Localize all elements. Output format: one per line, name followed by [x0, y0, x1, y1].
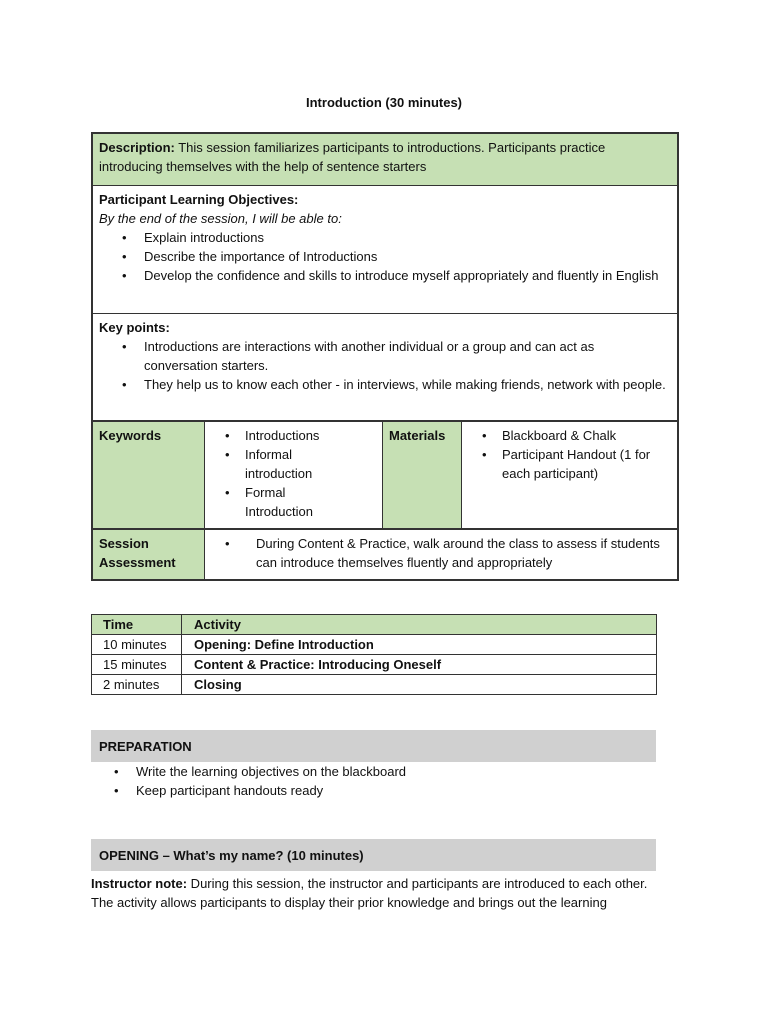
materials-label: Materials: [382, 422, 461, 528]
objective-item: • Describe the importance of Introductions: [99, 247, 671, 266]
table-row: [92, 635, 657, 655]
time-cell: 10 minutes: [92, 635, 182, 655]
header-time: Time: [92, 615, 182, 635]
instructor-note-text: During this session, the instructor and participants are introduced to each other. The activity allows participants to display their prior knowledge and brings out the learning: [91, 876, 648, 910]
description-row: [93, 134, 677, 185]
description-text: This session familiarizes participants to introductions. Participants practice introducing themselves with the help of sentence starters: [99, 140, 606, 174]
time-cell: 15 minutes: [92, 655, 182, 675]
instructor-note-label: Instructor note:: [91, 876, 188, 891]
schedule-header: [92, 615, 657, 635]
table-row: [92, 655, 657, 675]
key-point-item: • Introductions are interactions with another individual or a group and can act as conversation starters.: [99, 337, 671, 375]
keyword-item: • Informal introduction: [211, 445, 331, 483]
activity-cell: Opening: Define Introduction: [182, 635, 657, 655]
key-points-label: Key points:: [99, 320, 170, 335]
material-item: • Blackboard & Chalk: [468, 426, 671, 445]
instructor-note: [91, 874, 671, 912]
activity-cell: Closing: [182, 675, 657, 695]
keywords-list: [204, 422, 382, 528]
header-activity: Activity: [182, 615, 657, 635]
objectives-label: Participant Learning Objectives:: [99, 192, 299, 207]
table-row: [92, 675, 657, 695]
activity-cell: Content & Practice: Introducing Oneself: [182, 655, 657, 675]
keyword-item: • Formal Introduction: [211, 483, 321, 521]
preparation-heading: PREPARATION: [91, 730, 656, 762]
keywords-label: Keywords: [93, 422, 204, 528]
key-points-row: [93, 313, 677, 420]
page-title: Introduction (30 minutes): [306, 95, 462, 110]
session-overview-table: [91, 132, 679, 581]
preparation-item: • Write the learning objectives on the blackboard: [91, 762, 406, 781]
material-item: • Participant Handout (1 for each participant): [468, 445, 671, 483]
assessment-row: [93, 528, 677, 579]
time-cell: 2 minutes: [92, 675, 182, 695]
preparation-list: [91, 762, 406, 800]
objectives-intro: By the end of the session, I will be able to:: [99, 211, 342, 226]
description-label: Description:: [99, 140, 175, 155]
assessment-item: • During Content & Practice, walk around the class to assess if students can introduce themselves fluently and appropriately: [211, 534, 671, 572]
objective-item: • Explain introductions: [99, 228, 671, 247]
preparation-item: • Keep participant handouts ready: [91, 781, 406, 800]
keywords-materials-row: [93, 420, 677, 528]
assessment-label: Session Assessment: [93, 530, 204, 579]
materials-list: [461, 422, 677, 528]
assessment-list: [204, 530, 677, 579]
objective-item: • Develop the confidence and skills to introduce myself appropriately and fluently in English: [99, 266, 671, 285]
keyword-item: • Introductions: [211, 426, 376, 445]
schedule-table: [91, 614, 657, 695]
opening-heading: OPENING – What’s my name? (10 minutes): [91, 839, 656, 871]
objectives-row: [93, 185, 677, 313]
key-point-item: • They help us to know each other - in interviews, while making friends, network with people.: [99, 375, 671, 394]
